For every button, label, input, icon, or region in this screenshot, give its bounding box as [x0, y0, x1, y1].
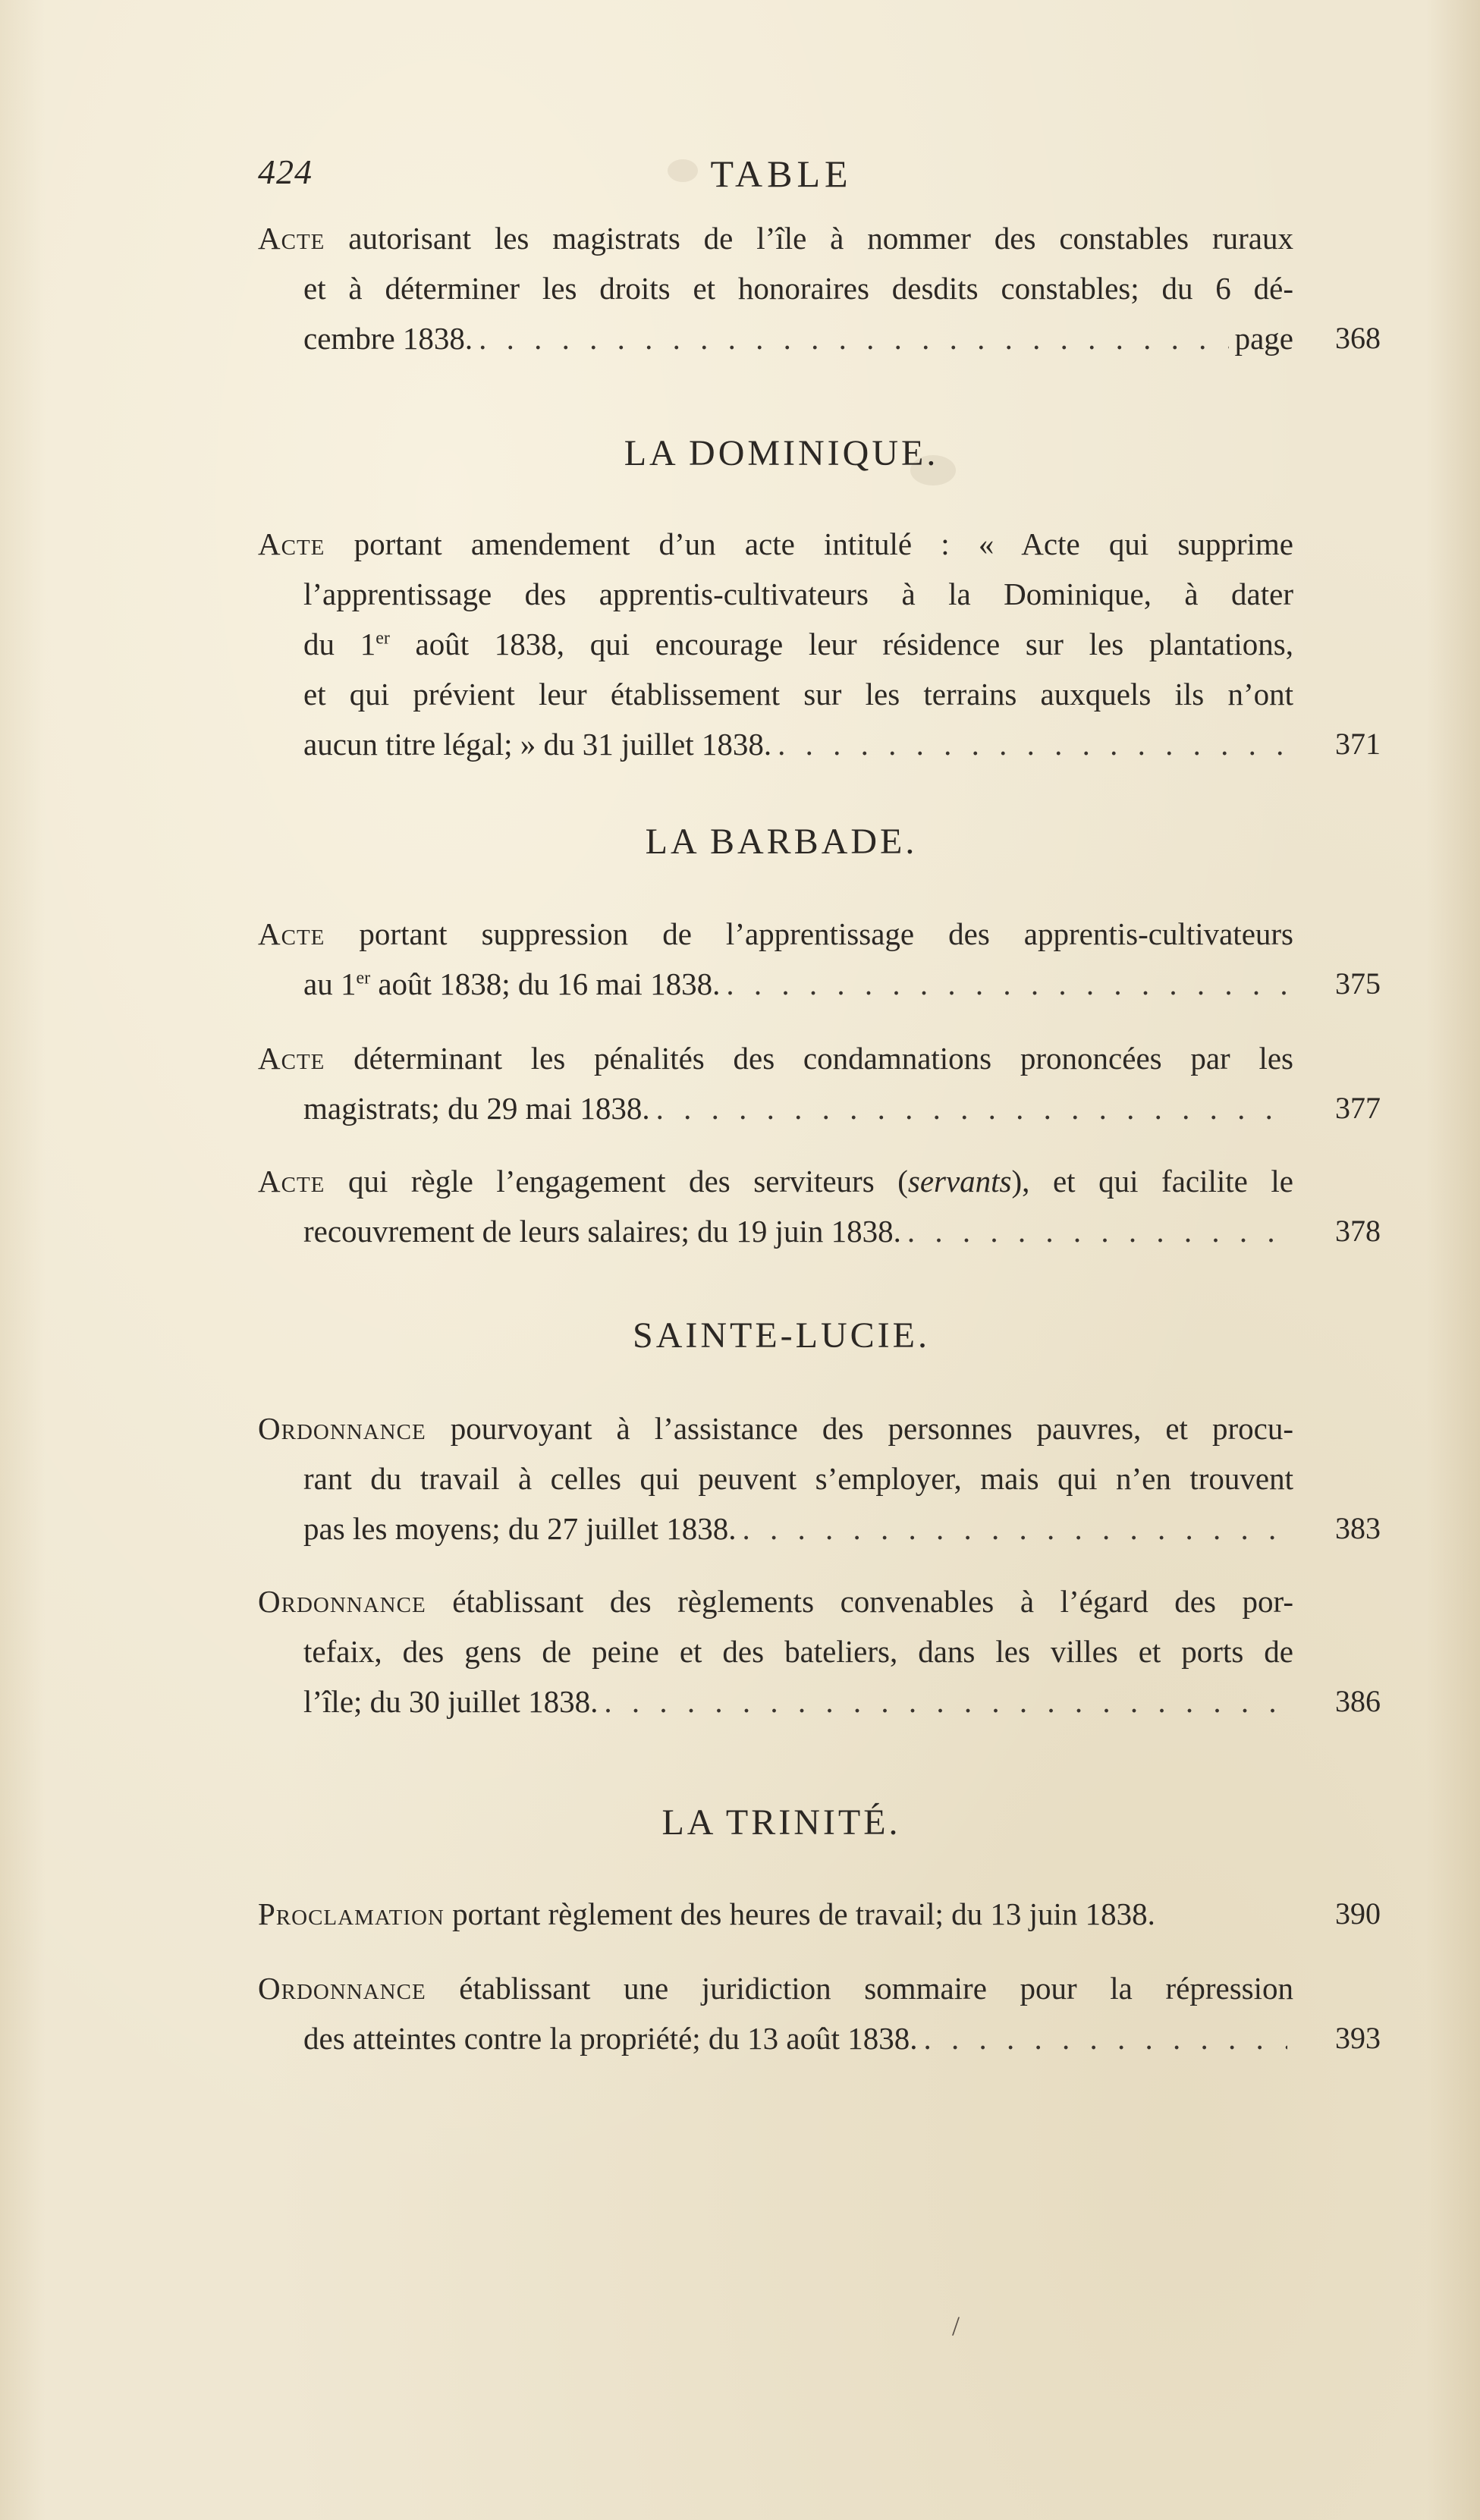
entry-line: établissant des règlements convenables à l’égard des por- [452, 1584, 1293, 1619]
entry-line: rant du travail à celles qui peuvent s’employer, mais qui n’en trouvent [303, 1461, 1293, 1496]
section-title: LA DOMINIQUE. [624, 433, 939, 473]
entry-line: pourvoyant à l’assistance des personnes pauvres, et procu- [450, 1411, 1293, 1446]
section-title: LA TRINITÉ. [661, 1802, 901, 1843]
entry-line: déterminant les pénalités des condamnations prononcées par les [354, 1041, 1293, 1076]
dot-leader [604, 1676, 1287, 1727]
toc-entry [258, 213, 1293, 363]
section-title: LA BARBADE. [645, 822, 918, 862]
entry-line: l’apprentissage des apprentis-cultivateurs à la Dominique, à dater [303, 577, 1293, 611]
entry-line: l’île; du 30 juillet 1838. [303, 1684, 599, 1719]
entry-line: portant amendement d’un acte intitulé : « Acte qui supprime [354, 526, 1293, 561]
entry-line: portant règlement des heures de travail; du 13 juin 1838. [452, 1896, 1155, 1931]
dot-leader [726, 959, 1287, 1009]
entry-line: magistrats; du 29 mai 1838. [303, 1091, 650, 1126]
toc-entry [258, 1403, 1293, 1554]
entry-line: tefaix, des gens de peine et des bateliers, dans les villes et ports de [303, 1634, 1293, 1669]
entry-label: Acte [258, 526, 325, 561]
running-title: TABLE [710, 152, 853, 195]
page-reference: 383 [1335, 1511, 1381, 1545]
page-reference: 377 [1335, 1091, 1381, 1125]
page-number: 424 [258, 152, 313, 191]
entry-line: des atteintes contre la propriété; du 13 août 1838. [303, 2021, 918, 2056]
entry-line: et qui prévient leur établissement sur les terrains auxquels ils n’ont [303, 677, 1293, 712]
entry-line: au 1er août 1838; du 16 mai 1838. [303, 966, 721, 1001]
dot-leader [907, 1206, 1287, 1256]
entry-label: Ordonnance [258, 1584, 426, 1619]
toc-entry [258, 1889, 1293, 1939]
dot-leader [656, 1083, 1287, 1133]
entry-label: Acte [258, 1164, 325, 1199]
entry-label: Acte [258, 221, 325, 256]
page-header [258, 152, 1305, 197]
entry-line: et à déterminer les droits et honoraires desdits constables; du 6 dé- [303, 271, 1293, 306]
page-reference: 390 [1335, 1896, 1381, 1931]
entry-label: Acte [258, 1041, 325, 1076]
toc-entry [258, 909, 1293, 1009]
toc-entry [258, 1576, 1293, 1727]
dot-leader [778, 719, 1287, 769]
section-title: SAINTE-LUCIE. [633, 1315, 930, 1356]
toc-entry [258, 1156, 1293, 1256]
page-reference: 386 [1335, 1684, 1381, 1718]
page-reference: 375 [1335, 966, 1381, 1001]
page-reference: 371 [1335, 727, 1381, 761]
entry-label: Acte [258, 916, 325, 951]
entry-line: portant suppression de l’apprentissage des apprentis-cultivateurs [359, 916, 1293, 951]
dot-leader [924, 2013, 1287, 2063]
page-word: page [1234, 321, 1293, 356]
toc-entry [258, 519, 1293, 769]
entry-line: qui règle l’engagement des serviteurs (servants), et qui facilite le [347, 1164, 1293, 1199]
entry-label: Ordonnance [258, 1971, 426, 2006]
entry-line: cembre 1838. [303, 321, 473, 356]
entry-line: autorisant les magistrats de l’île à nommer des constables ruraux [348, 221, 1293, 256]
toc-entry [258, 1963, 1293, 2063]
entry-label: Ordonnance [258, 1411, 426, 1446]
entry-label: Proclamation [258, 1896, 445, 1931]
dot-leader [743, 1504, 1287, 1554]
page-reference: 368 [1335, 321, 1381, 355]
dot-leader [479, 313, 1228, 363]
page-reference: 378 [1335, 1214, 1381, 1248]
entry-line: établissant une juridiction sommaire pour la répression [459, 1971, 1293, 2006]
toc-entry [258, 1033, 1293, 1133]
entry-line: aucun titre légal; » du 31 juillet 1838. [303, 727, 772, 762]
entry-line: recouvrement de leurs salaires; du 19 juin 1838. [303, 1214, 901, 1249]
entry-line: du 1er août 1838, qui encourage leur résidence sur les plantations, [303, 627, 1293, 661]
stray-mark: / [952, 2311, 960, 2341]
page-reference: 393 [1335, 2021, 1381, 2055]
entry-line: pas les moyens; du 27 juillet 1838. [303, 1511, 737, 1546]
